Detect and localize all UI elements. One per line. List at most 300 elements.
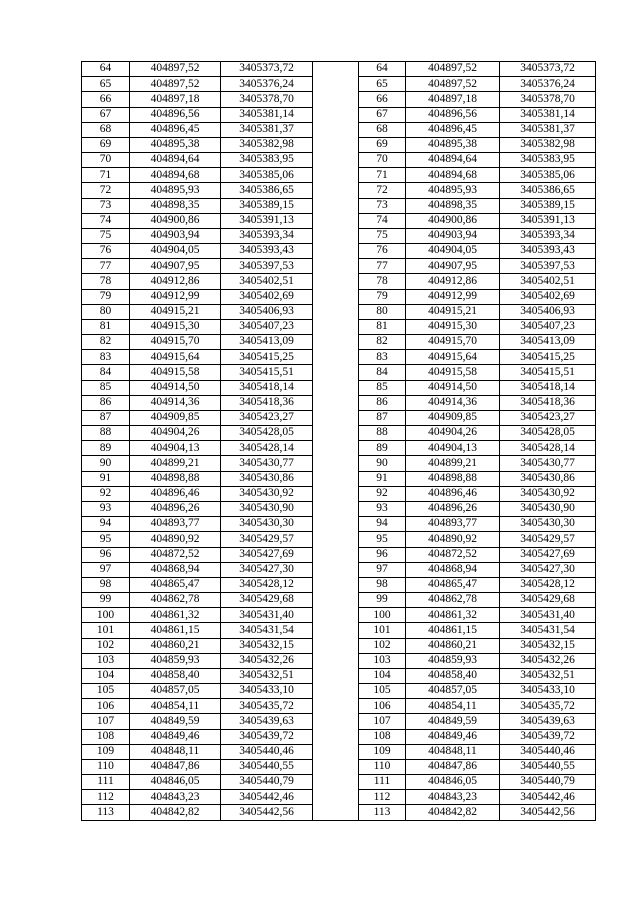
x-coordinate-cell: 404849,46 [406, 729, 500, 744]
point-number-cell: 78 [359, 274, 406, 289]
y-coordinate-cell: 3405429,57 [500, 532, 596, 547]
spacer-cell [313, 744, 359, 759]
y-coordinate-cell: 3405430,77 [221, 456, 313, 471]
y-coordinate-cell: 3405381,14 [500, 107, 596, 122]
spacer-cell [313, 684, 359, 699]
table-row [82, 684, 596, 699]
x-coordinate-cell: 404842,82 [406, 805, 500, 820]
point-number-cell: 66 [359, 92, 406, 107]
table-row [82, 623, 596, 638]
point-number-cell: 70 [82, 153, 130, 168]
y-coordinate-cell: 3405428,05 [500, 426, 596, 441]
y-coordinate-cell: 3405427,30 [221, 562, 313, 577]
y-coordinate-cell: 3405440,55 [221, 759, 313, 774]
point-number-cell: 101 [82, 623, 130, 638]
spacer-cell [313, 213, 359, 228]
x-coordinate-cell: 404872,52 [130, 547, 221, 562]
point-number-cell: 83 [82, 350, 130, 365]
table-row [82, 410, 596, 425]
table-row [82, 805, 596, 820]
point-number-cell: 107 [359, 714, 406, 729]
table-row [82, 471, 596, 486]
table-row [82, 365, 596, 380]
y-coordinate-cell: 3405430,92 [221, 486, 313, 501]
x-coordinate-cell: 404896,26 [130, 501, 221, 516]
x-coordinate-cell: 404859,93 [130, 653, 221, 668]
x-coordinate-cell: 404912,86 [130, 274, 221, 289]
x-coordinate-cell: 404894,68 [406, 168, 500, 183]
y-coordinate-cell: 3405381,37 [221, 122, 313, 137]
point-number-cell: 93 [82, 501, 130, 516]
x-coordinate-cell: 404861,32 [130, 608, 221, 623]
spacer-cell [313, 319, 359, 334]
point-number-cell: 105 [359, 684, 406, 699]
spacer-cell [313, 198, 359, 213]
point-number-cell: 79 [82, 289, 130, 304]
y-coordinate-cell: 3405413,09 [221, 335, 313, 350]
point-number-cell: 76 [359, 244, 406, 259]
table-row [82, 759, 596, 774]
y-coordinate-cell: 3405402,51 [500, 274, 596, 289]
x-coordinate-cell: 404860,21 [406, 638, 500, 653]
x-coordinate-cell: 404893,77 [130, 517, 221, 532]
y-coordinate-cell: 3405433,10 [500, 684, 596, 699]
x-coordinate-cell: 404904,05 [130, 244, 221, 259]
x-coordinate-cell: 404904,13 [406, 441, 500, 456]
table-row [82, 547, 596, 562]
y-coordinate-cell: 3405393,43 [221, 244, 313, 259]
point-number-cell: 98 [359, 577, 406, 592]
y-coordinate-cell: 3405376,24 [221, 77, 313, 92]
point-number-cell: 100 [82, 608, 130, 623]
point-number-cell: 97 [359, 562, 406, 577]
y-coordinate-cell: 3405431,54 [221, 623, 313, 638]
x-coordinate-cell: 404898,88 [130, 471, 221, 486]
x-coordinate-cell: 404895,38 [130, 137, 221, 152]
table-row [82, 92, 596, 107]
table-row [82, 562, 596, 577]
x-coordinate-cell: 404849,59 [406, 714, 500, 729]
point-number-cell: 87 [359, 410, 406, 425]
y-coordinate-cell: 3405435,72 [221, 699, 313, 714]
point-number-cell: 70 [359, 153, 406, 168]
point-number-cell: 111 [359, 775, 406, 790]
x-coordinate-cell: 404895,93 [130, 183, 221, 198]
point-number-cell: 81 [359, 319, 406, 334]
y-coordinate-cell: 3405373,72 [221, 62, 313, 77]
y-coordinate-cell: 3405440,79 [221, 775, 313, 790]
spacer-cell [313, 395, 359, 410]
point-number-cell: 75 [359, 228, 406, 243]
point-number-cell: 112 [359, 790, 406, 805]
spacer-cell [313, 653, 359, 668]
y-coordinate-cell: 3405391,13 [500, 213, 596, 228]
table-row [82, 790, 596, 805]
x-coordinate-cell: 404896,56 [406, 107, 500, 122]
x-coordinate-cell: 404897,18 [130, 92, 221, 107]
y-coordinate-cell: 3405430,90 [500, 501, 596, 516]
x-coordinate-cell: 404857,05 [130, 684, 221, 699]
x-coordinate-cell: 404912,86 [406, 274, 500, 289]
x-coordinate-cell: 404915,58 [130, 365, 221, 380]
y-coordinate-cell: 3405440,79 [500, 775, 596, 790]
point-number-cell: 104 [82, 668, 130, 683]
spacer-cell [313, 304, 359, 319]
spacer-cell [313, 547, 359, 562]
x-coordinate-cell: 404909,85 [406, 410, 500, 425]
spacer-cell [313, 668, 359, 683]
table-row [82, 608, 596, 623]
y-coordinate-cell: 3405435,72 [500, 699, 596, 714]
spacer-cell [313, 228, 359, 243]
x-coordinate-cell: 404896,26 [406, 501, 500, 516]
spacer-cell [313, 259, 359, 274]
x-coordinate-cell: 404849,59 [130, 714, 221, 729]
y-coordinate-cell: 3405429,57 [221, 532, 313, 547]
table-row [82, 335, 596, 350]
x-coordinate-cell: 404914,36 [406, 395, 500, 410]
y-coordinate-cell: 3405430,86 [221, 471, 313, 486]
y-coordinate-cell: 3405431,40 [221, 608, 313, 623]
y-coordinate-cell: 3405407,23 [500, 319, 596, 334]
spacer-cell [313, 471, 359, 486]
point-number-cell: 111 [82, 775, 130, 790]
y-coordinate-cell: 3405442,46 [221, 790, 313, 805]
x-coordinate-cell: 404868,94 [130, 562, 221, 577]
x-coordinate-cell: 404915,21 [130, 304, 221, 319]
y-coordinate-cell: 3405381,37 [500, 122, 596, 137]
point-number-cell: 82 [82, 335, 130, 350]
table-row [82, 198, 596, 213]
y-coordinate-cell: 3405415,25 [500, 350, 596, 365]
y-coordinate-cell: 3405418,14 [221, 380, 313, 395]
point-number-cell: 84 [82, 365, 130, 380]
point-number-cell: 73 [82, 198, 130, 213]
y-coordinate-cell: 3405423,27 [500, 410, 596, 425]
point-number-cell: 109 [359, 744, 406, 759]
y-coordinate-cell: 3405430,30 [221, 517, 313, 532]
x-coordinate-cell: 404900,86 [130, 213, 221, 228]
point-number-cell: 72 [359, 183, 406, 198]
y-coordinate-cell: 3405407,23 [221, 319, 313, 334]
x-coordinate-cell: 404858,40 [130, 668, 221, 683]
table-row [82, 501, 596, 516]
x-coordinate-cell: 404849,46 [130, 729, 221, 744]
point-number-cell: 76 [82, 244, 130, 259]
x-coordinate-cell: 404903,94 [130, 228, 221, 243]
x-coordinate-cell: 404896,46 [130, 486, 221, 501]
x-coordinate-cell: 404847,86 [406, 759, 500, 774]
spacer-cell [313, 714, 359, 729]
y-coordinate-cell: 3405428,05 [221, 426, 313, 441]
point-number-cell: 67 [82, 107, 130, 122]
point-number-cell: 95 [82, 532, 130, 547]
y-coordinate-cell: 3405415,25 [221, 350, 313, 365]
table-row [82, 744, 596, 759]
y-coordinate-cell: 3405406,93 [221, 304, 313, 319]
point-number-cell: 71 [359, 168, 406, 183]
point-number-cell: 94 [82, 517, 130, 532]
x-coordinate-cell: 404899,21 [130, 456, 221, 471]
point-number-cell: 102 [359, 638, 406, 653]
table-row [82, 729, 596, 744]
table-row [82, 395, 596, 410]
table-row [82, 319, 596, 334]
coordinates-table [81, 61, 596, 821]
y-coordinate-cell: 3405393,34 [500, 228, 596, 243]
point-number-cell: 74 [359, 213, 406, 228]
point-number-cell: 108 [359, 729, 406, 744]
x-coordinate-cell: 404897,18 [406, 92, 500, 107]
point-number-cell: 79 [359, 289, 406, 304]
spacer-cell [313, 805, 359, 820]
point-number-cell: 80 [82, 304, 130, 319]
y-coordinate-cell: 3405393,43 [500, 244, 596, 259]
y-coordinate-cell: 3405432,26 [221, 653, 313, 668]
y-coordinate-cell: 3405427,69 [500, 547, 596, 562]
point-number-cell: 96 [359, 547, 406, 562]
point-number-cell: 107 [82, 714, 130, 729]
point-number-cell: 101 [359, 623, 406, 638]
table-row [82, 244, 596, 259]
y-coordinate-cell: 3405439,63 [221, 714, 313, 729]
y-coordinate-cell: 3405432,51 [500, 668, 596, 683]
point-number-cell: 69 [359, 137, 406, 152]
spacer-cell [313, 593, 359, 608]
x-coordinate-cell: 404843,23 [130, 790, 221, 805]
point-number-cell: 86 [359, 395, 406, 410]
point-number-cell: 67 [359, 107, 406, 122]
y-coordinate-cell: 3405393,34 [221, 228, 313, 243]
point-number-cell: 88 [359, 426, 406, 441]
x-coordinate-cell: 404857,05 [406, 684, 500, 699]
y-coordinate-cell: 3405432,15 [500, 638, 596, 653]
point-number-cell: 99 [359, 593, 406, 608]
y-coordinate-cell: 3405432,15 [221, 638, 313, 653]
y-coordinate-cell: 3405418,14 [500, 380, 596, 395]
point-number-cell: 65 [359, 77, 406, 92]
y-coordinate-cell: 3405428,12 [221, 577, 313, 592]
point-number-cell: 110 [82, 759, 130, 774]
x-coordinate-cell: 404915,64 [406, 350, 500, 365]
spacer-cell [313, 638, 359, 653]
y-coordinate-cell: 3405383,95 [500, 153, 596, 168]
y-coordinate-cell: 3405440,55 [500, 759, 596, 774]
table-row [82, 532, 596, 547]
point-number-cell: 68 [359, 122, 406, 137]
spacer-cell [313, 456, 359, 471]
x-coordinate-cell: 404909,85 [130, 410, 221, 425]
y-coordinate-cell: 3405378,70 [221, 92, 313, 107]
y-coordinate-cell: 3405373,72 [500, 62, 596, 77]
x-coordinate-cell: 404868,94 [406, 562, 500, 577]
point-number-cell: 88 [82, 426, 130, 441]
y-coordinate-cell: 3405430,77 [500, 456, 596, 471]
table-row [82, 426, 596, 441]
spacer-cell [313, 122, 359, 137]
y-coordinate-cell: 3405402,69 [500, 289, 596, 304]
table-row [82, 714, 596, 729]
x-coordinate-cell: 404854,11 [130, 699, 221, 714]
spacer-cell [313, 486, 359, 501]
spacer-cell [313, 441, 359, 456]
spacer-cell [313, 92, 359, 107]
x-coordinate-cell: 404872,52 [406, 547, 500, 562]
point-number-cell: 84 [359, 365, 406, 380]
table-row [82, 77, 596, 92]
spacer-cell [313, 759, 359, 774]
y-coordinate-cell: 3405430,30 [500, 517, 596, 532]
y-coordinate-cell: 3405397,53 [500, 259, 596, 274]
y-coordinate-cell: 3405430,86 [500, 471, 596, 486]
point-number-cell: 112 [82, 790, 130, 805]
spacer-cell [313, 577, 359, 592]
point-number-cell: 72 [82, 183, 130, 198]
y-coordinate-cell: 3405413,09 [500, 335, 596, 350]
point-number-cell: 110 [359, 759, 406, 774]
x-coordinate-cell: 404861,15 [406, 623, 500, 638]
table-row [82, 122, 596, 137]
x-coordinate-cell: 404890,92 [406, 532, 500, 547]
point-number-cell: 81 [82, 319, 130, 334]
spacer-cell [313, 365, 359, 380]
point-number-cell: 103 [359, 653, 406, 668]
spacer-cell [313, 183, 359, 198]
point-number-cell: 113 [82, 805, 130, 820]
spacer-cell [313, 137, 359, 152]
y-coordinate-cell: 3405385,06 [500, 168, 596, 183]
x-coordinate-cell: 404914,50 [406, 380, 500, 395]
x-coordinate-cell: 404899,21 [406, 456, 500, 471]
point-number-cell: 65 [82, 77, 130, 92]
x-coordinate-cell: 404895,93 [406, 183, 500, 198]
point-number-cell: 99 [82, 593, 130, 608]
x-coordinate-cell: 404915,58 [406, 365, 500, 380]
spacer-cell [313, 623, 359, 638]
x-coordinate-cell: 404896,46 [406, 486, 500, 501]
y-coordinate-cell: 3405382,98 [221, 137, 313, 152]
x-coordinate-cell: 404915,30 [406, 319, 500, 334]
y-coordinate-cell: 3405381,14 [221, 107, 313, 122]
y-coordinate-cell: 3405439,72 [221, 729, 313, 744]
x-coordinate-cell: 404865,47 [130, 577, 221, 592]
coordinates-table-body [82, 62, 596, 821]
table-row [82, 577, 596, 592]
x-coordinate-cell: 404914,36 [130, 395, 221, 410]
point-number-cell: 74 [82, 213, 130, 228]
table-row [82, 456, 596, 471]
y-coordinate-cell: 3405431,54 [500, 623, 596, 638]
y-coordinate-cell: 3405391,13 [221, 213, 313, 228]
x-coordinate-cell: 404861,32 [406, 608, 500, 623]
table-row [82, 638, 596, 653]
point-number-cell: 98 [82, 577, 130, 592]
y-coordinate-cell: 3405382,98 [500, 137, 596, 152]
x-coordinate-cell: 404903,94 [406, 228, 500, 243]
spacer-cell [313, 410, 359, 425]
y-coordinate-cell: 3405429,68 [221, 593, 313, 608]
x-coordinate-cell: 404897,52 [406, 62, 500, 77]
table-row [82, 183, 596, 198]
spacer-cell [313, 153, 359, 168]
x-coordinate-cell: 404904,26 [406, 426, 500, 441]
y-coordinate-cell: 3405389,15 [221, 198, 313, 213]
x-coordinate-cell: 404896,56 [130, 107, 221, 122]
y-coordinate-cell: 3405402,69 [221, 289, 313, 304]
y-coordinate-cell: 3405386,65 [221, 183, 313, 198]
x-coordinate-cell: 404898,35 [406, 198, 500, 213]
spacer-cell [313, 62, 359, 77]
table-row [82, 137, 596, 152]
x-coordinate-cell: 404865,47 [406, 577, 500, 592]
table-row [82, 517, 596, 532]
point-number-cell: 102 [82, 638, 130, 653]
x-coordinate-cell: 404900,86 [406, 213, 500, 228]
y-coordinate-cell: 3405383,95 [221, 153, 313, 168]
y-coordinate-cell: 3405430,92 [500, 486, 596, 501]
x-coordinate-cell: 404858,40 [406, 668, 500, 683]
y-coordinate-cell: 3405385,06 [221, 168, 313, 183]
x-coordinate-cell: 404859,93 [406, 653, 500, 668]
table-row [82, 62, 596, 77]
y-coordinate-cell: 3405442,46 [500, 790, 596, 805]
point-number-cell: 92 [82, 486, 130, 501]
y-coordinate-cell: 3405418,36 [221, 395, 313, 410]
x-coordinate-cell: 404897,52 [130, 62, 221, 77]
spacer-cell [313, 729, 359, 744]
table-row [82, 441, 596, 456]
point-number-cell: 113 [359, 805, 406, 820]
x-coordinate-cell: 404893,77 [406, 517, 500, 532]
table-row [82, 213, 596, 228]
y-coordinate-cell: 3405442,56 [500, 805, 596, 820]
table-row [82, 153, 596, 168]
x-coordinate-cell: 404843,23 [406, 790, 500, 805]
spacer-cell [313, 350, 359, 365]
spacer-cell [313, 107, 359, 122]
point-number-cell: 90 [359, 456, 406, 471]
y-coordinate-cell: 3405376,24 [500, 77, 596, 92]
point-number-cell: 93 [359, 501, 406, 516]
y-coordinate-cell: 3405428,14 [221, 441, 313, 456]
point-number-cell: 91 [82, 471, 130, 486]
point-number-cell: 64 [82, 62, 130, 77]
point-number-cell: 96 [82, 547, 130, 562]
x-coordinate-cell: 404912,99 [406, 289, 500, 304]
y-coordinate-cell: 3405439,63 [500, 714, 596, 729]
spacer-cell [313, 380, 359, 395]
x-coordinate-cell: 404847,86 [130, 759, 221, 774]
x-coordinate-cell: 404915,30 [130, 319, 221, 334]
table-row [82, 775, 596, 790]
y-coordinate-cell: 3405440,46 [500, 744, 596, 759]
point-number-cell: 108 [82, 729, 130, 744]
point-number-cell: 68 [82, 122, 130, 137]
point-number-cell: 87 [82, 410, 130, 425]
table-row [82, 228, 596, 243]
spacer-cell [313, 775, 359, 790]
x-coordinate-cell: 404861,15 [130, 623, 221, 638]
spacer-cell [313, 532, 359, 547]
x-coordinate-cell: 404848,11 [130, 744, 221, 759]
y-coordinate-cell: 3405432,26 [500, 653, 596, 668]
x-coordinate-cell: 404842,82 [130, 805, 221, 820]
table-row [82, 653, 596, 668]
x-coordinate-cell: 404907,95 [130, 259, 221, 274]
point-number-cell: 75 [82, 228, 130, 243]
point-number-cell: 95 [359, 532, 406, 547]
spacer-cell [313, 562, 359, 577]
